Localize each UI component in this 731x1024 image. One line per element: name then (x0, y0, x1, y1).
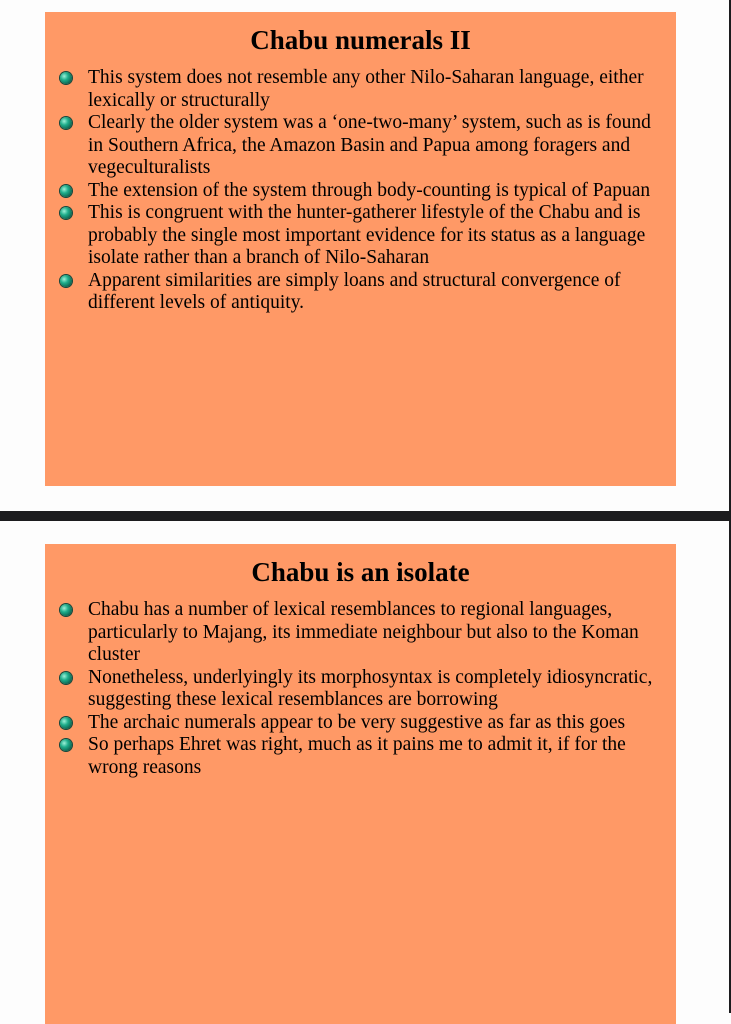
bullet-list (45, 67, 676, 315)
bullet-text: The archaic numerals appear to be very suggestive as far as this goes (88, 711, 626, 733)
bullet-text: So perhaps Ehret was right, much as it pains me to admit it, if for the wrong reasons (88, 734, 626, 778)
bullet-text: This is congruent with the hunter-gatherer lifestyle of the Chabu and is probably the single most important evidence for its status as a language isolate rather than a branch of Nilo-Saharan (88, 202, 646, 268)
bullet-icon (60, 672, 72, 684)
bullet-icon (60, 185, 72, 197)
bullet-icon (60, 72, 72, 84)
bullet-text: Chabu has a number of lexical resemblances to regional languages, particularly to Majang, its immediate neighbour but also to the Koman cluster (88, 599, 639, 665)
list-item (60, 599, 658, 667)
list-item (60, 67, 658, 112)
bullet-list (45, 599, 676, 779)
slide-chabu-is-an-isolate (45, 544, 676, 1024)
list-item (60, 667, 658, 712)
bullet-icon (60, 207, 72, 219)
bullet-icon (60, 275, 72, 287)
bullet-icon (60, 117, 72, 129)
list-item (60, 734, 658, 779)
page-1 (0, 0, 731, 511)
list-item (60, 112, 658, 180)
bullet-text: This system does not resemble any other Nilo-Saharan language, either lexically or structurally (88, 67, 644, 111)
list-item (60, 270, 658, 315)
slide-title: Chabu numerals II (250, 25, 471, 55)
bullet-icon (60, 739, 72, 751)
bullet-text: The extension of the system through body-counting is typical of Papuan (88, 179, 651, 201)
page-divider (0, 511, 731, 521)
bullet-text: Clearly the older system was a ‘one-two-many’ system, such as is found in Southern Africa, the Amazon Basin and Papua among foragers and vegeculturalists (88, 112, 651, 178)
bullet-icon (60, 604, 72, 616)
list-item (60, 180, 658, 203)
slide-chabu-numerals-ii (45, 12, 676, 486)
list-item (60, 202, 658, 270)
bullet-icon (60, 717, 72, 729)
slide-title: Chabu is an isolate (251, 557, 470, 587)
bullet-text: Nonetheless, underlyingly its morphosyntax is completely idiosyncratic, suggesting these lexical resemblances are borrowing (88, 666, 653, 710)
list-item (60, 712, 658, 735)
page-2 (0, 521, 731, 1013)
bullet-text: Apparent similarities are simply loans and structural convergence of different levels of antiquity. (88, 269, 621, 313)
